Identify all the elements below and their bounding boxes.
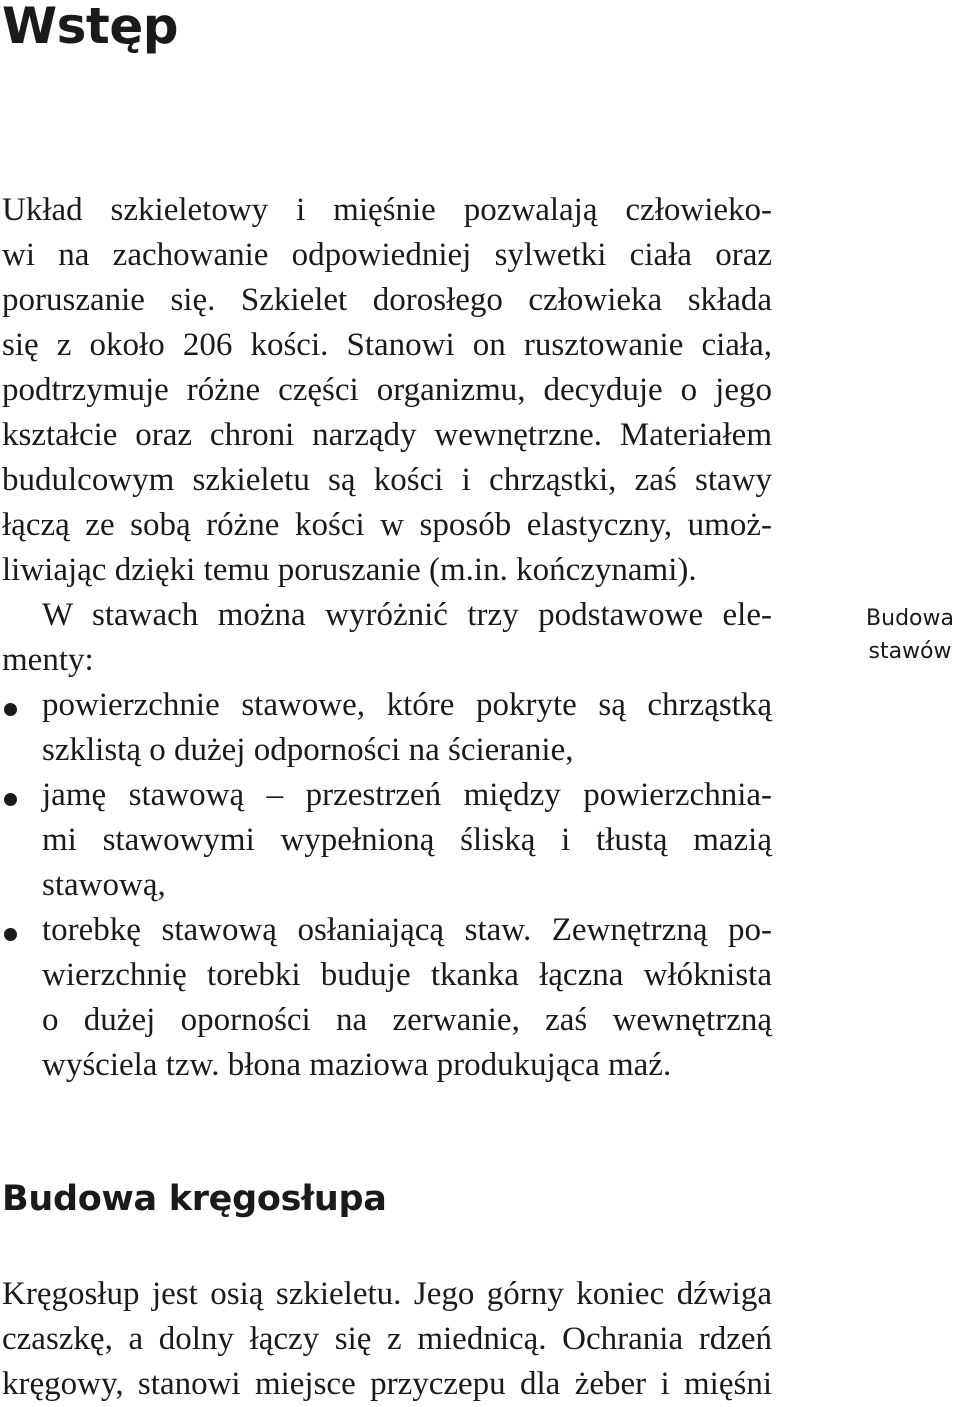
intro-text-block: [2, 188, 772, 1088]
spine-text-block: [2, 1272, 772, 1407]
text-line: liwiając dzięki temu poruszanie (m.in. kończynami).: [2, 552, 697, 588]
text-line: wi na zachowanie odpowiedniej sylwetki ciała oraz: [2, 237, 772, 273]
text-line: jamę stawową – przestrzeń między powierzchnia-: [42, 777, 772, 813]
joint-elements-list: [2, 683, 772, 1088]
text-line: W stawach można wyróżnić trzy podstawowe ele-: [42, 597, 772, 633]
text-line: wyściela tzw. błona maziowa produkująca maź.: [42, 1047, 672, 1083]
spine-paragraph: [2, 1272, 772, 1407]
margin-note-line: stawów: [868, 639, 952, 664]
text-line: wierzchnię torebki buduje tkanka łączna włóknista: [42, 957, 772, 993]
joints-paragraph: [2, 593, 772, 683]
text-line: łączą ze sobą różne kości w sposób elastyczny, umoż-: [2, 507, 772, 543]
bullet-icon: [4, 928, 17, 941]
text-line: czaszkę, a dolny łączy się z miednicą. Ochrania rdzeń: [2, 1321, 772, 1357]
text-line: szklistą o dużej odporności na ścieranie,: [42, 732, 574, 768]
text-line: stawową,: [42, 867, 166, 903]
list-item: [2, 773, 772, 908]
text-line: kręgowy, stanowi miejsce przyczepu dla żeber i mięśni: [2, 1366, 772, 1402]
text-line: budulcowym szkieletu są kości i chrząstki, zaś stawy: [2, 462, 772, 498]
text-line: Układ szkieletowy i mięśnie pozwalają człowieko-: [2, 192, 772, 228]
text-line: menty:: [2, 642, 94, 678]
margin-note: [862, 602, 958, 668]
text-line: poruszanie się. Szkielet dorosłego człowieka składa: [2, 282, 772, 318]
text-line: kształcie oraz chroni narządy wewnętrzne. Materiałem: [2, 417, 772, 453]
text-line: powierzchnie stawowe, które pokryte są chrząstką: [42, 687, 772, 723]
list-item: [2, 683, 772, 773]
section-title-budowa-kregoslupa: Budowa kręgosłupa: [2, 1179, 387, 1219]
text-line: podtrzymuje różne części organizmu, decyduje o jego: [2, 372, 772, 408]
margin-note-line: Budowa: [866, 606, 954, 631]
text-line: torebkę stawową osłaniającą staw. Zewnętrzną po-: [42, 912, 772, 948]
section-title-wstep: Wstęp: [2, 0, 179, 55]
text-line: Kręgosłup jest osią szkieletu. Jego górny koniec dźwiga: [2, 1276, 772, 1312]
bullet-icon: [4, 793, 17, 806]
intro-paragraph: [2, 188, 772, 593]
text-line: się z około 206 kości. Stanowi on rusztowanie ciała,: [2, 327, 772, 363]
bullet-icon: [4, 703, 17, 716]
text-line: o dużej oporności na zerwanie, zaś wewnętrzną: [42, 1002, 772, 1038]
text-line: mi stawowymi wypełnioną śliską i tłustą mazią: [42, 822, 772, 858]
list-item: [2, 908, 772, 1088]
